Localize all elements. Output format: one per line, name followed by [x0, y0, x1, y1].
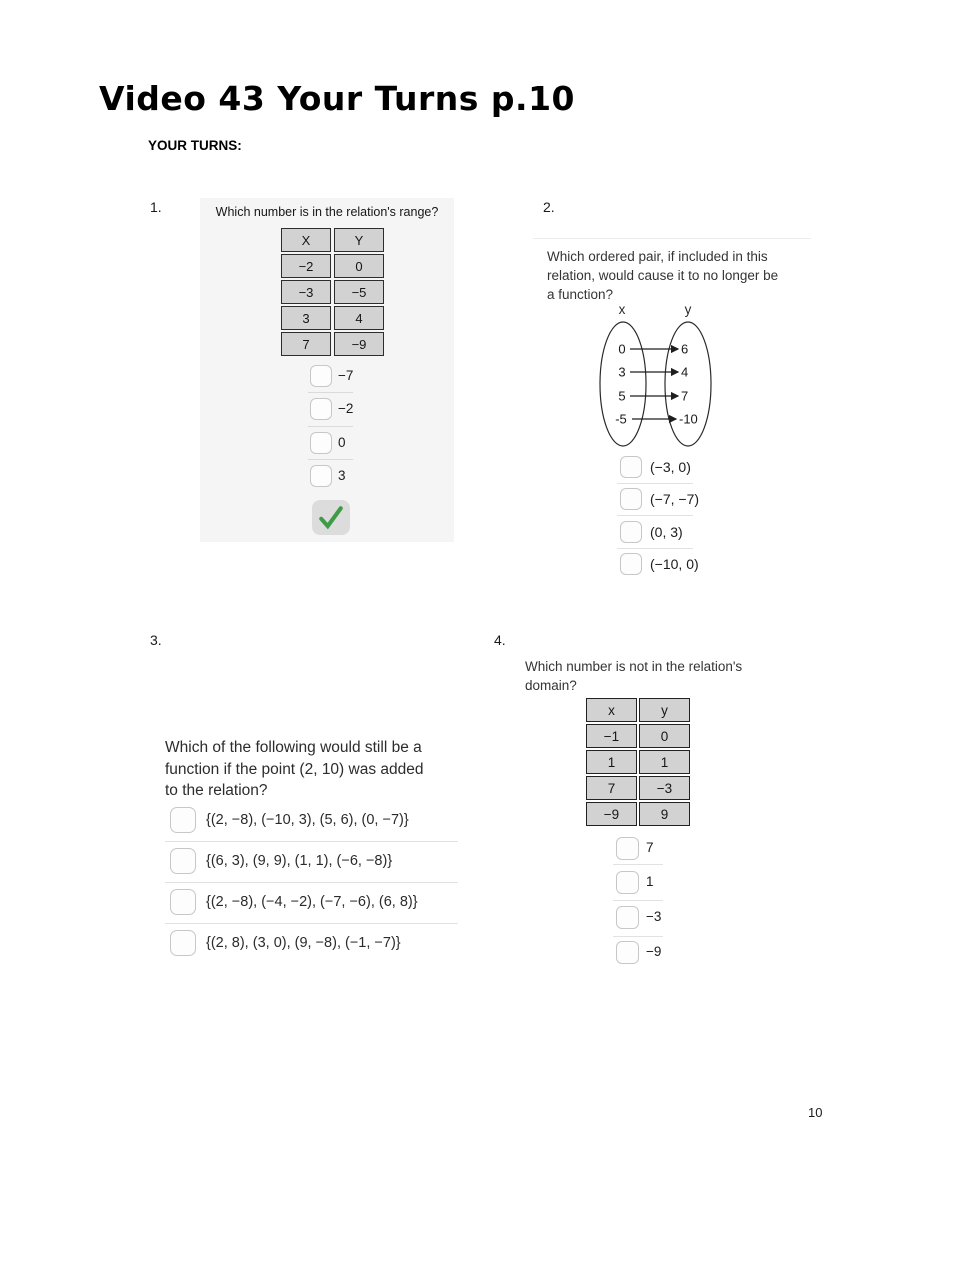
divider [165, 882, 458, 883]
q1-number: 1. [150, 199, 162, 215]
q1-table-header-x: X [281, 228, 331, 252]
q4-option-label-1: 7 [646, 840, 654, 855]
q3-number: 3. [150, 632, 162, 648]
q4-question [525, 657, 742, 695]
divider [308, 392, 353, 393]
q4-table-cell: −1 [586, 724, 637, 748]
q3-option-checkbox-4[interactable] [170, 930, 196, 956]
q3-question [165, 737, 470, 802]
q3-option-checkbox-3[interactable] [170, 889, 196, 915]
q4-number: 4. [494, 632, 506, 648]
q1-option-checkbox-1[interactable] [310, 365, 332, 387]
divider [613, 864, 663, 865]
q2-right-value: 4 [681, 364, 689, 380]
q1-table-cell: −9 [334, 332, 384, 356]
q1-table-cell: −3 [281, 280, 331, 304]
q1-option-checkbox-3[interactable] [310, 432, 332, 454]
divider [165, 923, 458, 924]
q4-option-checkbox-2[interactable] [616, 871, 639, 894]
q4-table-cell: 1 [586, 750, 637, 774]
q3-question-line: function if the point (2, 10) was added [165, 760, 424, 778]
divider [617, 483, 693, 484]
q3-option-label-4: {(2, 8), (3, 0), (9, −8), (−1, −7)} [206, 935, 401, 951]
q4-table-cell: −9 [586, 802, 637, 826]
q4-option-checkbox-4[interactable] [616, 941, 639, 964]
divider [308, 426, 353, 427]
q1-table-cell: −5 [334, 280, 384, 304]
q2-option-label-2: (−7, −7) [650, 491, 700, 507]
q2-option-checkbox-2[interactable] [620, 488, 642, 510]
q4-question-line: Which number is not in the relation's [525, 659, 743, 674]
q1-table-cell: 0 [334, 254, 384, 278]
q3-option-checkbox-2[interactable] [170, 848, 196, 874]
q4-table-cell: 0 [639, 724, 690, 748]
q4-option-label-4: −9 [646, 944, 662, 959]
page-number: 10 [808, 1105, 823, 1120]
q2-question [547, 247, 778, 304]
divider [308, 459, 353, 460]
q1-option-label-3: 0 [338, 435, 346, 450]
q2-right-value: -10 [679, 411, 698, 427]
card-top-border [533, 238, 811, 239]
q2-left-value: -5 [615, 411, 627, 427]
q2-right-value: 6 [681, 341, 689, 357]
q4-option-checkbox-3[interactable] [616, 906, 639, 929]
q4-table-cell: 7 [586, 776, 637, 800]
q4-option-checkbox-1[interactable] [616, 837, 639, 860]
q3-question-line: to the relation? [165, 782, 268, 799]
q2-number: 2. [543, 199, 555, 215]
q1-option-label-4: 3 [338, 468, 346, 483]
q1-table [281, 228, 384, 356]
q3-question-line: Which of the following would still be a [165, 739, 422, 756]
q2-option-label-1: (−3, 0) [650, 459, 691, 475]
q2-question-line: relation, would cause it to no longer be [547, 268, 779, 283]
q1-table-header-y: Y [334, 228, 384, 252]
divider [617, 548, 693, 549]
section-heading: YOUR TURNS: [148, 138, 242, 153]
page-title: Video 43 Your Turns p.10 [99, 79, 575, 118]
q3-option-label-3: {(2, −8), (−4, −2), (−7, −6), (6, 8)} [206, 894, 418, 910]
check-icon [317, 505, 345, 531]
q1-question: Which number is in the relation's range? [215, 205, 439, 219]
q3-option-checkbox-1[interactable] [170, 807, 196, 833]
q4-option-label-2: 1 [646, 874, 654, 889]
q4-table-header-y: y [639, 698, 690, 722]
divider [613, 936, 663, 937]
q2-diagram-right-label: y [684, 302, 692, 317]
q2-option-checkbox-1[interactable] [620, 456, 642, 478]
q4-table-cell: 9 [639, 802, 690, 826]
q2-option-label-4: (−10, 0) [650, 556, 699, 572]
q1-option-label-1: −7 [338, 368, 354, 383]
q3-option-label-1: {(2, −8), (−10, 3), (5, 6), (0, −7)} [206, 812, 409, 828]
q2-left-value: 0 [618, 341, 626, 357]
q1-table-cell: 7 [281, 332, 331, 356]
divider [613, 900, 663, 901]
q2-diagram-left-label: x [618, 302, 626, 317]
q1-submit-button[interactable] [312, 500, 350, 535]
q1-table-cell: 4 [334, 306, 384, 330]
q1-option-label-2: −2 [338, 401, 354, 416]
q1-table-cell: 3 [281, 306, 331, 330]
q4-question-line: domain? [525, 678, 577, 693]
q2-question-line: Which ordered pair, if included in this [547, 249, 768, 264]
q2-question-line: a function? [547, 287, 614, 302]
q3-option-label-2: {(6, 3), (9, 9), (1, 1), (−6, −8)} [206, 853, 393, 869]
q2-mapping-diagram [593, 300, 725, 454]
q4-option-label-3: −3 [646, 909, 662, 924]
q4-table-cell: 1 [639, 750, 690, 774]
q1-table-cell: −2 [281, 254, 331, 278]
divider [165, 841, 458, 842]
q2-option-label-3: (0, 3) [650, 524, 683, 540]
q2-option-checkbox-4[interactable] [620, 553, 642, 575]
q1-option-checkbox-4[interactable] [310, 465, 332, 487]
q4-table [586, 698, 689, 826]
divider [617, 515, 693, 516]
q2-left-value: 3 [618, 364, 626, 380]
q2-left-value: 5 [618, 388, 626, 404]
q4-table-header-x: x [586, 698, 637, 722]
q4-table-cell: −3 [639, 776, 690, 800]
q2-right-value: 7 [681, 388, 689, 404]
q2-option-checkbox-3[interactable] [620, 521, 642, 543]
q1-option-checkbox-2[interactable] [310, 398, 332, 420]
